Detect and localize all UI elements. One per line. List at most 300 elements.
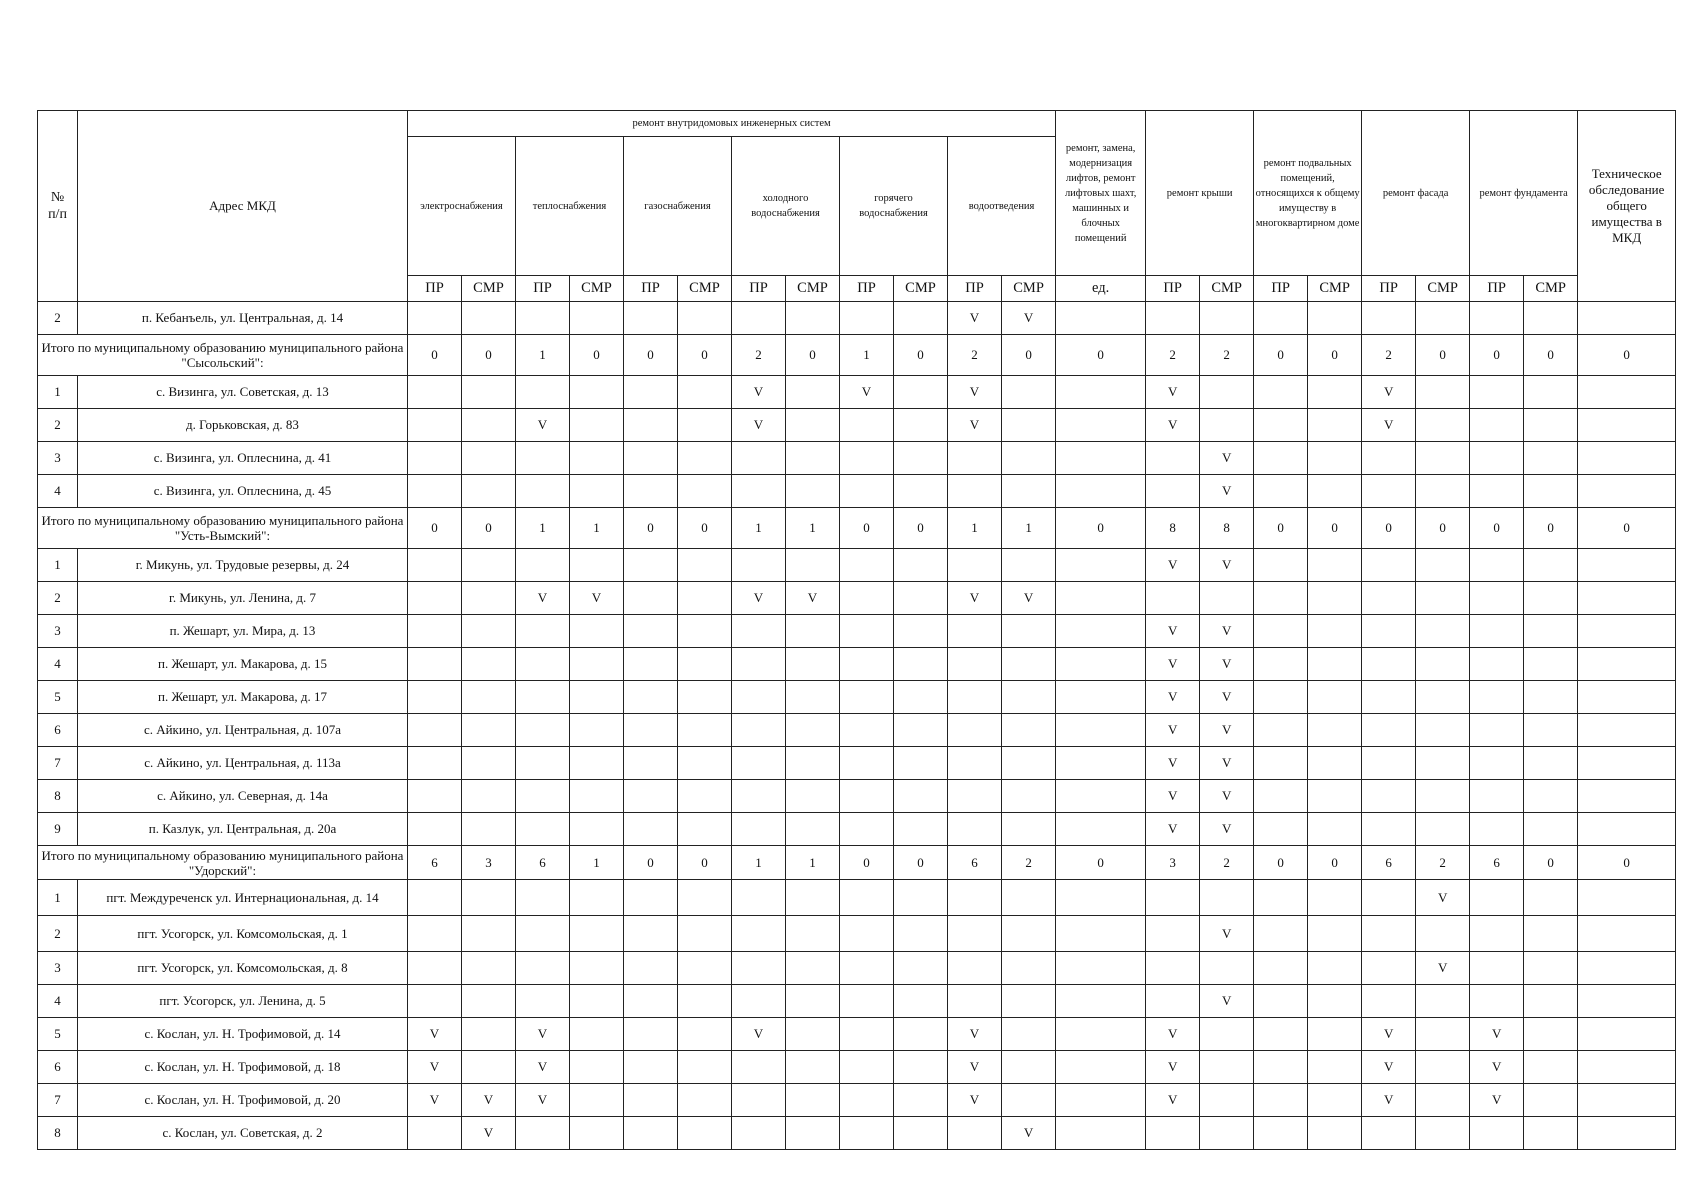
mark-cell	[678, 409, 732, 442]
mark-cell	[732, 1084, 786, 1117]
address-cell: пгт. Усогорск, ул. Комсомольская, д. 8	[78, 952, 408, 985]
mark-cell	[1056, 582, 1146, 615]
mark-cell	[570, 714, 624, 747]
mark-cell: V	[1200, 475, 1254, 508]
mark-cell	[1200, 582, 1254, 615]
total-value-cell: 2	[1200, 335, 1254, 376]
mark-cell	[1254, 1084, 1308, 1117]
mark-cell	[732, 714, 786, 747]
mark-cell: V	[1362, 376, 1416, 409]
mark-cell	[570, 409, 624, 442]
mark-cell	[1002, 1084, 1056, 1117]
mark-cell	[624, 409, 678, 442]
mark-cell	[408, 442, 462, 475]
mark-cell	[1524, 681, 1578, 714]
mark-cell	[462, 409, 516, 442]
mark-cell: V	[1002, 582, 1056, 615]
address-cell: пгт. Усогорск, ул. Ленина, д. 5	[78, 985, 408, 1018]
mark-cell: V	[1200, 615, 1254, 648]
mark-cell	[624, 1051, 678, 1084]
total-value-cell: 0	[624, 508, 678, 549]
mark-cell	[1308, 615, 1362, 648]
mark-cell	[624, 714, 678, 747]
mark-cell	[1254, 442, 1308, 475]
mark-cell	[1524, 549, 1578, 582]
row-number: 4	[38, 475, 78, 508]
total-value-cell: 0	[624, 846, 678, 880]
mark-cell: V	[408, 1084, 462, 1117]
header-tech-inspection: Техническое обследование общего имущества в МКД	[1578, 111, 1676, 302]
mark-cell	[1056, 302, 1146, 335]
mark-cell	[408, 813, 462, 846]
mark-cell	[732, 813, 786, 846]
mark-cell	[894, 747, 948, 780]
mark-cell	[678, 780, 732, 813]
mark-cell	[570, 648, 624, 681]
mark-cell: V	[732, 582, 786, 615]
mark-cell	[462, 780, 516, 813]
mark-cell	[786, 813, 840, 846]
mark-cell	[678, 880, 732, 916]
mark-cell	[1002, 714, 1056, 747]
mark-cell	[1362, 302, 1416, 335]
mark-cell	[678, 475, 732, 508]
mark-cell	[1254, 880, 1308, 916]
mark-cell	[1362, 549, 1416, 582]
mark-cell	[786, 1084, 840, 1117]
mark-cell	[1308, 475, 1362, 508]
mark-cell	[1056, 475, 1146, 508]
mark-cell	[408, 475, 462, 508]
mark-cell	[1470, 582, 1524, 615]
mark-cell	[1254, 549, 1308, 582]
row-number: 3	[38, 952, 78, 985]
mark-cell	[732, 747, 786, 780]
mark-cell	[1200, 1117, 1254, 1150]
mark-cell	[570, 813, 624, 846]
header-pr: ПР	[840, 276, 894, 302]
mark-cell	[840, 1051, 894, 1084]
mark-cell	[1362, 615, 1416, 648]
row-number: 8	[38, 1117, 78, 1150]
total-row	[38, 335, 1676, 376]
mark-cell	[570, 1084, 624, 1117]
mark-cell	[1470, 1117, 1524, 1150]
mark-cell	[1470, 985, 1524, 1018]
table-row	[38, 985, 1676, 1018]
mark-cell	[1362, 442, 1416, 475]
mark-cell: V	[840, 376, 894, 409]
mark-cell	[1056, 1084, 1146, 1117]
mark-cell	[624, 475, 678, 508]
total-value-cell: 2	[1002, 846, 1056, 880]
total-row	[38, 846, 1676, 880]
mark-cell	[624, 747, 678, 780]
row-number: 2	[38, 302, 78, 335]
mark-cell: V	[516, 409, 570, 442]
mark-cell	[516, 648, 570, 681]
mark-cell	[1362, 648, 1416, 681]
mark-cell: V	[1362, 1051, 1416, 1084]
mark-cell	[1416, 442, 1470, 475]
mark-cell	[1056, 409, 1146, 442]
header-num-label: № п/п	[48, 190, 67, 222]
row-number: 2	[38, 582, 78, 615]
mark-cell	[1416, 780, 1470, 813]
mark-cell	[1416, 409, 1470, 442]
mark-cell	[1362, 475, 1416, 508]
mark-cell	[1470, 615, 1524, 648]
header-internal-systems: ремонт внутридомовых инженерных систем	[408, 111, 1056, 137]
row-number: 1	[38, 376, 78, 409]
mark-cell	[732, 780, 786, 813]
mark-cell	[678, 952, 732, 985]
mark-cell	[894, 442, 948, 475]
mark-cell	[1524, 1117, 1578, 1150]
mark-cell	[1362, 916, 1416, 952]
mark-cell	[570, 985, 624, 1018]
mark-cell	[1146, 442, 1200, 475]
mark-cell: V	[1200, 916, 1254, 952]
mark-cell: V	[1362, 1018, 1416, 1051]
mark-cell	[948, 880, 1002, 916]
mark-cell	[1146, 302, 1200, 335]
header-smr: СМР	[1308, 276, 1362, 302]
mark-cell	[1056, 1117, 1146, 1150]
total-value-cell: 0	[1524, 508, 1578, 549]
mark-cell: V	[1146, 1084, 1200, 1117]
mark-cell	[840, 747, 894, 780]
mark-cell	[570, 302, 624, 335]
mark-cell	[1362, 582, 1416, 615]
mark-cell	[1470, 549, 1524, 582]
mark-cell	[1002, 409, 1056, 442]
mark-cell: V	[732, 409, 786, 442]
mark-cell	[408, 376, 462, 409]
total-value-cell: 0	[1308, 508, 1362, 549]
mark-cell: V	[948, 1051, 1002, 1084]
mark-cell	[1146, 916, 1200, 952]
mark-cell	[1056, 648, 1146, 681]
mark-cell	[516, 880, 570, 916]
row-number: 2	[38, 916, 78, 952]
mark-cell	[1254, 1018, 1308, 1051]
mark-cell	[1362, 880, 1416, 916]
mark-cell	[786, 747, 840, 780]
mark-cell	[1470, 952, 1524, 985]
mark-cell	[1002, 549, 1056, 582]
row-number: 5	[38, 1018, 78, 1051]
mark-cell	[408, 582, 462, 615]
mark-cell	[948, 615, 1002, 648]
mark-cell	[1056, 714, 1146, 747]
header-sewerage: водоотведения	[948, 137, 1056, 276]
mark-cell	[1416, 1084, 1470, 1117]
mark-cell	[1578, 714, 1676, 747]
mark-cell	[1002, 985, 1056, 1018]
mark-cell: V	[948, 376, 1002, 409]
mark-cell	[948, 813, 1002, 846]
mark-cell	[516, 916, 570, 952]
mark-cell	[1254, 475, 1308, 508]
mark-cell	[894, 1117, 948, 1150]
mark-cell	[1308, 1084, 1362, 1117]
total-value-cell: 1	[732, 846, 786, 880]
row-number: 4	[38, 985, 78, 1018]
mark-cell	[840, 714, 894, 747]
mark-cell	[1308, 442, 1362, 475]
total-value-cell: 0	[1524, 335, 1578, 376]
mark-cell	[786, 916, 840, 952]
mark-cell	[1524, 615, 1578, 648]
table-row	[38, 376, 1676, 409]
address-cell: с. Кослан, ул. Н. Трофимовой, д. 20	[78, 1084, 408, 1117]
mark-cell: V	[1362, 1084, 1416, 1117]
address-cell: п. Жешарт, ул. Мира, д. 13	[78, 615, 408, 648]
mark-cell	[678, 549, 732, 582]
mark-cell	[894, 780, 948, 813]
total-value-cell: 2	[1200, 846, 1254, 880]
mark-cell	[786, 615, 840, 648]
total-value-cell: 0	[894, 508, 948, 549]
mark-cell	[1524, 880, 1578, 916]
mark-cell: V	[1146, 681, 1200, 714]
mark-cell	[1002, 813, 1056, 846]
table-row	[38, 952, 1676, 985]
mark-cell	[1308, 952, 1362, 985]
mark-cell	[894, 615, 948, 648]
table-row	[38, 813, 1676, 846]
table-row	[38, 442, 1676, 475]
mark-cell	[948, 442, 1002, 475]
mark-cell	[624, 880, 678, 916]
mark-cell	[894, 582, 948, 615]
mark-cell	[894, 952, 948, 985]
mark-cell	[1308, 1117, 1362, 1150]
mark-cell	[1416, 813, 1470, 846]
mark-cell	[624, 813, 678, 846]
mark-cell	[624, 1117, 678, 1150]
mark-cell	[1002, 615, 1056, 648]
mark-cell: V	[948, 1084, 1002, 1117]
mark-cell	[1362, 985, 1416, 1018]
mark-cell	[408, 916, 462, 952]
total-value-cell: 0	[1470, 508, 1524, 549]
mark-cell	[1308, 582, 1362, 615]
header-heating: теплоснабжения	[516, 137, 624, 276]
mark-cell: V	[1362, 409, 1416, 442]
mark-cell	[408, 549, 462, 582]
table-row	[38, 549, 1676, 582]
mark-cell	[1470, 376, 1524, 409]
mark-cell: V	[516, 1018, 570, 1051]
mark-cell: V	[1200, 549, 1254, 582]
mark-cell	[1146, 582, 1200, 615]
total-value-cell: 0	[1056, 508, 1146, 549]
header-smr: СМР	[1200, 276, 1254, 302]
mark-cell	[408, 952, 462, 985]
mark-cell	[1308, 813, 1362, 846]
total-value-cell: 6	[408, 846, 462, 880]
mark-cell	[1056, 780, 1146, 813]
mark-cell	[1362, 813, 1416, 846]
table-row	[38, 681, 1676, 714]
mark-cell	[1002, 681, 1056, 714]
mark-cell	[678, 714, 732, 747]
mark-cell: V	[1146, 615, 1200, 648]
total-value-cell: 0	[1470, 335, 1524, 376]
mark-cell	[894, 1051, 948, 1084]
mark-cell	[1524, 648, 1578, 681]
mark-cell	[462, 1018, 516, 1051]
mark-cell	[948, 985, 1002, 1018]
mark-cell	[948, 1117, 1002, 1150]
mark-cell	[1470, 714, 1524, 747]
total-value-cell: 6	[1470, 846, 1524, 880]
mark-cell: V	[1146, 648, 1200, 681]
mark-cell	[1524, 475, 1578, 508]
total-value-cell: 0	[1254, 335, 1308, 376]
mark-cell: V	[570, 582, 624, 615]
table-row	[38, 916, 1676, 952]
total-value-cell: 0	[624, 335, 678, 376]
mark-cell	[1524, 1018, 1578, 1051]
mark-cell	[1056, 880, 1146, 916]
header-smr: СМР	[570, 276, 624, 302]
total-value-cell: 2	[1362, 335, 1416, 376]
mark-cell	[1416, 376, 1470, 409]
total-value-cell: 0	[1524, 846, 1578, 880]
mark-cell: V	[732, 376, 786, 409]
mark-cell	[894, 813, 948, 846]
address-cell: г. Микунь, ул. Трудовые резервы, д. 24	[78, 549, 408, 582]
mark-cell	[894, 376, 948, 409]
mark-cell	[786, 952, 840, 985]
mark-cell	[1470, 409, 1524, 442]
mark-cell	[948, 952, 1002, 985]
mark-cell	[840, 648, 894, 681]
mark-cell	[1002, 916, 1056, 952]
total-value-cell: 0	[1254, 846, 1308, 880]
mark-cell	[1056, 985, 1146, 1018]
mark-cell	[1470, 813, 1524, 846]
mark-cell	[1578, 747, 1676, 780]
total-value-cell: 1	[516, 335, 570, 376]
total-label: Итого по муниципальному образованию муниципального района "Сысольский":	[38, 335, 408, 376]
mark-cell	[1470, 475, 1524, 508]
mark-cell	[1254, 780, 1308, 813]
total-value-cell: 6	[516, 846, 570, 880]
mark-cell	[570, 681, 624, 714]
mark-cell	[732, 549, 786, 582]
mark-cell	[1254, 376, 1308, 409]
address-cell: с. Визинга, ул. Оплеснина, д. 45	[78, 475, 408, 508]
mark-cell	[1470, 442, 1524, 475]
mark-cell	[1578, 409, 1676, 442]
mark-cell	[1578, 442, 1676, 475]
total-value-cell: 0	[1056, 335, 1146, 376]
mark-cell	[462, 475, 516, 508]
mark-cell	[1578, 1051, 1676, 1084]
total-value-cell: 8	[1200, 508, 1254, 549]
mark-cell	[678, 1117, 732, 1150]
mark-cell	[894, 681, 948, 714]
mark-cell	[1056, 1018, 1146, 1051]
row-number: 3	[38, 442, 78, 475]
mark-cell	[1416, 1117, 1470, 1150]
mark-cell	[408, 880, 462, 916]
mark-cell	[570, 376, 624, 409]
mark-cell	[840, 681, 894, 714]
total-value-cell: 0	[570, 335, 624, 376]
total-value-cell: 0	[1578, 846, 1676, 880]
mark-cell	[1578, 376, 1676, 409]
mark-cell	[408, 409, 462, 442]
total-value-cell: 0	[1002, 335, 1056, 376]
mark-cell	[840, 475, 894, 508]
mark-cell	[786, 302, 840, 335]
header-num	[38, 111, 78, 302]
mark-cell: V	[948, 302, 1002, 335]
total-value-cell: 1	[948, 508, 1002, 549]
table-row	[38, 582, 1676, 615]
mark-cell	[1416, 681, 1470, 714]
mark-cell	[462, 615, 516, 648]
mark-cell	[624, 582, 678, 615]
mark-cell	[570, 1117, 624, 1150]
mark-cell	[1254, 1051, 1308, 1084]
total-value-cell: 0	[894, 846, 948, 880]
mark-cell	[1578, 648, 1676, 681]
address-cell: г. Микунь, ул. Ленина, д. 7	[78, 582, 408, 615]
header-smr: СМР	[462, 276, 516, 302]
mark-cell: V	[732, 1018, 786, 1051]
mark-cell	[1200, 302, 1254, 335]
table-row	[38, 714, 1676, 747]
total-value-cell: 0	[1578, 508, 1676, 549]
mark-cell	[408, 780, 462, 813]
mark-cell	[1578, 582, 1676, 615]
mark-cell	[786, 376, 840, 409]
mark-cell	[948, 681, 1002, 714]
mark-cell	[1254, 648, 1308, 681]
mark-cell	[570, 880, 624, 916]
mark-cell	[1362, 714, 1416, 747]
mark-cell	[624, 681, 678, 714]
mark-cell	[516, 985, 570, 1018]
mark-cell	[1362, 1117, 1416, 1150]
header-pr: ПР	[1254, 276, 1308, 302]
mark-cell	[1002, 376, 1056, 409]
mark-cell	[732, 1117, 786, 1150]
mark-cell: V	[462, 1117, 516, 1150]
mark-cell	[624, 615, 678, 648]
address-cell: с. Визинга, ул. Советская, д. 13	[78, 376, 408, 409]
header-pr: ПР	[732, 276, 786, 302]
mark-cell: V	[1146, 1051, 1200, 1084]
total-value-cell: 0	[1308, 335, 1362, 376]
mark-cell	[786, 714, 840, 747]
mark-cell	[1308, 302, 1362, 335]
mark-cell	[840, 780, 894, 813]
mark-cell	[1308, 1018, 1362, 1051]
mark-cell	[516, 747, 570, 780]
mark-cell	[1254, 582, 1308, 615]
mark-cell	[1056, 1051, 1146, 1084]
mark-cell	[1146, 475, 1200, 508]
mark-cell: V	[1200, 681, 1254, 714]
mark-cell: V	[1146, 747, 1200, 780]
